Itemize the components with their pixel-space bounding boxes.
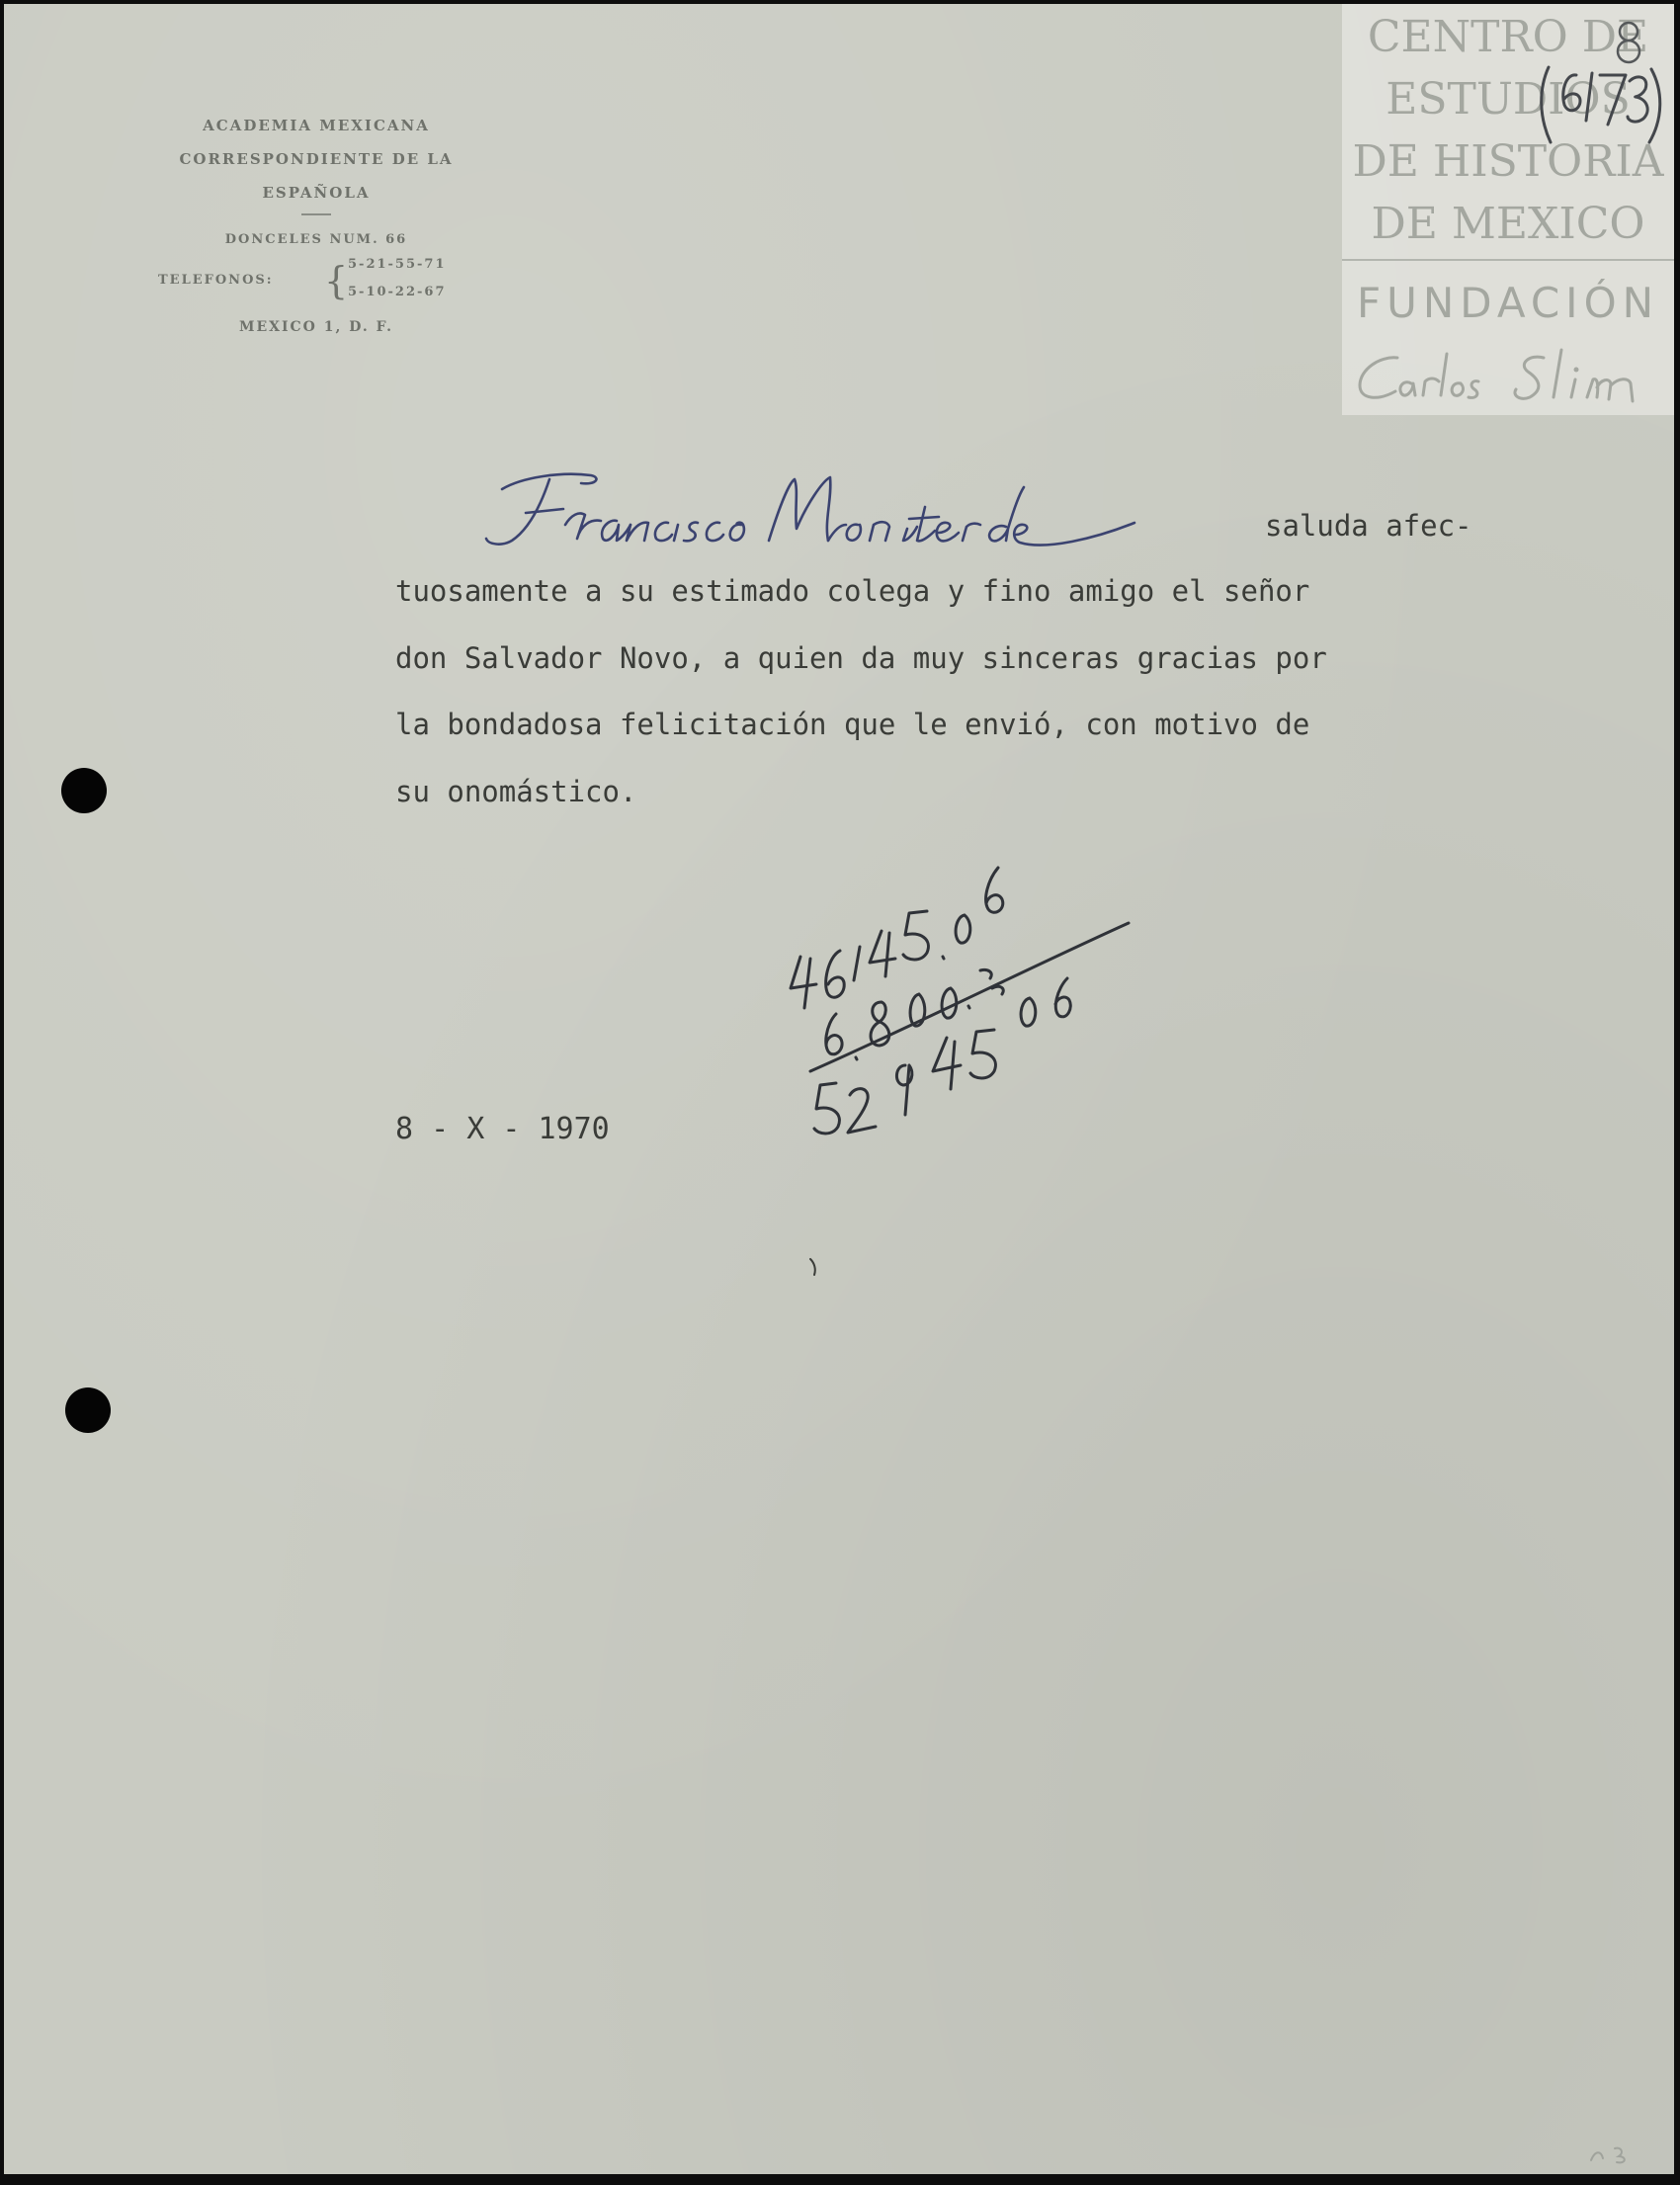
binder-hole-bottom [65, 1387, 111, 1433]
body-line-3: don Salvador Novo, a quien da muy sinceras gracias por [395, 641, 1327, 675]
body-line-5: su onomástico. [395, 775, 637, 808]
letterhead-phone-1: 5-21-55-71 [348, 257, 447, 272]
letterhead [109, 109, 524, 342]
stamp-line-3: DE HISTORIA [1352, 136, 1664, 187]
binder-hole-top [61, 768, 107, 813]
stamp-signature-logo [1350, 344, 1666, 413]
letterhead-address: DONCELES NUM. 66 [224, 232, 408, 247]
stamp-divider [1342, 259, 1674, 261]
body-line-4: la bondadosa felicitación que le envió, con motivo de [395, 708, 1310, 741]
letterhead-line-3: ESPAÑOLA [262, 184, 371, 202]
stamp-line-1: CENTRO DE [1367, 12, 1649, 62]
archive-page-number [1609, 20, 1648, 64]
body-line-1: saluda afec- [1265, 509, 1472, 543]
stamp-line-2: ESTUDIOS [1386, 74, 1631, 125]
archive-folder-number [1537, 61, 1665, 150]
letterhead-phones [109, 257, 524, 312]
body-line-2: tuosamente a su estimado colega y fino amigo el señor [395, 574, 1310, 608]
handwritten-calculation [771, 840, 1166, 1176]
letterhead-line-2: CORRESPONDIENTE DE LA [179, 150, 454, 168]
letterhead-line-1: ACADEMIA MEXICANA [203, 117, 430, 134]
letterhead-brace: { [324, 259, 351, 302]
corner-pencil-mark [1585, 2143, 1644, 2166]
letter-date: 8 - X - 1970 [395, 1112, 610, 1146]
letterhead-divider [301, 213, 331, 215]
stamp-fundacion: FUNDACIÓN [1356, 279, 1660, 327]
pencil-tick-mark [808, 1257, 820, 1277]
letterhead-city: MEXICO 1, D. F. [238, 319, 394, 335]
stamp-line-4: DE MEXICO [1371, 199, 1645, 249]
letterhead-phones-label: TELEFONOS: [158, 273, 274, 288]
letterhead-phone-2: 5-10-22-67 [348, 285, 447, 299]
handwritten-signature [482, 460, 1194, 568]
